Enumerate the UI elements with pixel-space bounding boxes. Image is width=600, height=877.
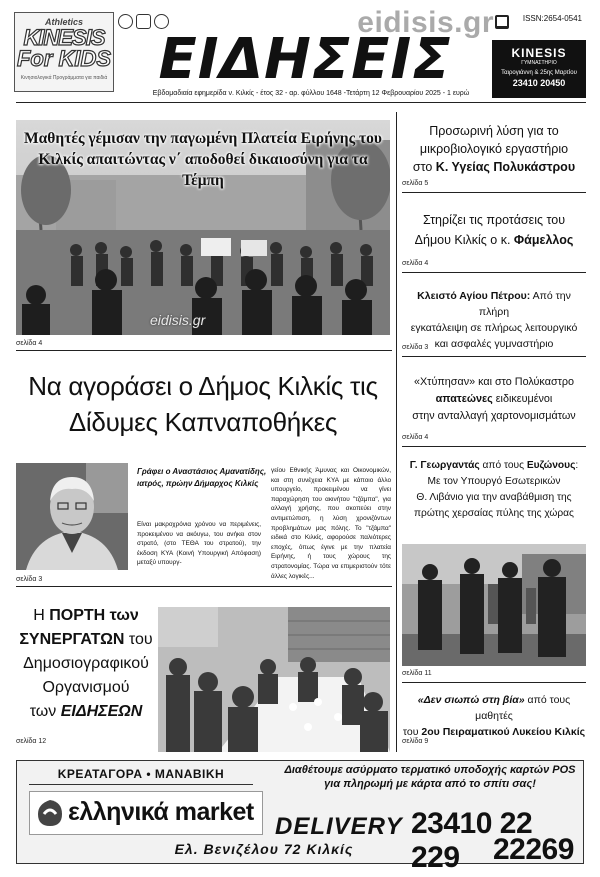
masthead-divider [16,102,586,103]
s1-line1: Προσωρινή λύση για το [429,124,559,138]
s6-line2b: 2ου [421,726,440,738]
author-portrait [16,463,128,570]
kinesis-kids-line3: For KIDS [16,46,112,71]
porti-photo[interactable] [158,607,390,752]
s6-line2c: Πειραματικού Λυκείου Κιλκίς [439,726,586,738]
s4-line1: «Χτύπησαν» και στο Πολύκαστρο [413,376,575,388]
story-agios-petros[interactable] [402,288,586,352]
s5-line1a: Γ. Γεωργαντάς [409,460,480,471]
s1-line3b: Κ. Υγείας Πολυκάστρου [435,160,576,174]
s4-line2a: απατεώνες [435,393,493,405]
market-logo-icon [36,798,64,828]
kinesis-kids-line2: KINESIS [23,25,105,50]
article-column-2: γείου Εθνικής Άμυνας και Οικονομικών, και στη συνέχεια ΚΥΑ με κάποιο άλλο υπουργείο, προκειμένου να γίνει παραχώρηση του ακινήτου "τζάμπα", για αλλαγή χρήσης, που σκοπεύει στην αντιμετώπιση, η λύση χρονιζόντων προβλημάτων μας πόλης. Το "τζάμπα" ειδικά στο Κιλκίς, αφορούσε παλιότερες εποχές, όπως έγινε με την πλατεία Ειρήνης, ή τους χώρους της στρατονομίας. Τώρα να επιμεριστούν τότε άλλες λογικές... [271,467,391,580]
s3-line3: και ασφαλές γυμναστήριο [434,338,554,350]
ad-phone-2[interactable]: 22269 [493,833,574,866]
s5-line1d: : [575,460,579,471]
ad-phone-1[interactable]: 23410 22 229 [411,807,533,874]
s1-line3a: στο [412,160,436,174]
kinesis-kids-small: Κινησιολογικά Προγράμματα για παιδιά [20,75,108,81]
story-famellos[interactable] [402,210,586,250]
market-logo [29,791,263,835]
georgantas-photo[interactable] [402,544,586,666]
s1-line2: μικροβιολογικό εργαστήριο [419,142,569,156]
s5-line3: Θ. Λιβάνιο για την αναβάθμιση της [416,492,572,503]
s2-page-ref: σελίδα 4 [402,260,429,267]
article-page-ref: σελίδα 3 [16,576,43,583]
s2-line2a: Δήμου Κιλκίς ο κ. [414,233,514,247]
kinesis-kids-line1: Athletics [44,17,83,27]
section-divider [402,682,586,683]
porti-l3: Δημοσιογραφικού [23,655,149,672]
s2-line2b: Φάμελλος [513,233,574,247]
s3-line1b: Από την πλήρη [478,290,571,318]
ad-delivery: DELIVERY [275,813,403,840]
lead-headline[interactable]: Μαθητές γέμισαν την παγωμένη Πλατεία Ειρήνης του Κιλκίς απαιτώντας ν΄ αποδοθεί δικαιοσύνη για τα Τέμπη [24,130,382,189]
s3-page-ref: σελίδα 3 [402,344,429,351]
s1-page-ref: σελίδα 5 [402,180,429,187]
column-divider [396,112,397,752]
s5-line1b: από τους [479,460,527,471]
ad-address: Ελ. Βενιζέλου 72 Κιλκίς [174,841,354,857]
story-peiramatiko[interactable] [402,692,586,740]
s6-line1a: «Δεν σιωπώ στη βία» [417,694,525,706]
porti-l2a: ΣΥΝΕΡΓΑΤΩΝ [19,631,125,648]
porti-l5b: ΕΙΔΗΣΕΩΝ [60,703,143,720]
porti-teaser[interactable] [16,604,156,724]
tablet-icon [494,14,510,30]
s4-page-ref: σελίδα 4 [402,434,429,441]
site-name[interactable]: eidisis.gr [357,6,494,39]
ad-pos-text: Διαθέτουμε ασύρματο τερματικό υποδοχής καρτών POS για πληρωμή με κάρτα από το σπίτι σας! [284,764,576,790]
s3-line1a: Κλειστό Αγίου Πέτρου: [417,290,531,302]
s6-page-ref: σελίδα 9 [402,738,429,745]
s5-line1c: Ευζώνους [526,460,576,471]
s5-line4: πρώτης χερσαίας πύλης της χώρας [414,508,574,519]
gym-address: Ταιρογιάννη & 25ης Μαρτίου [501,70,577,76]
porti-l1b: ΠΟΡΤΗ των [49,607,139,624]
s4-line3: στην ανταλλαγή χαρτονομισμάτων [412,410,576,422]
porti-l5a: των [29,703,61,720]
article-column-1: Είναι μακροχρόνια χρόνου να περιμένεις, προκειμένου να ακόυγω, του ανήκει στον στρατό, (στο ΤΕΘΑ του στρατού), την έκδοση ΚΥΑ (Κοινή Υπουργική Απόφαση) μεταξύ υπουργ- [137,521,261,567]
section-divider [402,272,586,273]
story-polykastro-fraud[interactable] [402,374,586,425]
author-photo [16,463,128,570]
kinesis-kids-ad[interactable] [14,12,114,92]
story-georgantas[interactable] [402,458,586,522]
market-name: ελληνικά market [68,798,254,826]
porti-l4: Οργανισμού [42,679,130,696]
section-divider [402,356,586,357]
gym-name: KINESIS [511,46,567,60]
porti-page-ref: σελίδα 12 [16,738,47,745]
s6-line2a: του [402,726,422,738]
section-divider [402,192,586,193]
story-polykastro-lab[interactable] [402,122,586,176]
issn: ISSN:2654-0541 [522,14,582,23]
s5-line2: Με τον Υπουργό Εσωτερικών [427,476,561,487]
porti-l2b: του [124,631,153,648]
s2-line1: Στηρίζει τις προτάσεις του [422,213,566,227]
officials-photo-illustration [402,544,586,666]
porti-l1a: Η [33,607,50,624]
market-ad[interactable] [16,760,584,874]
gym-phone: 23410 20450 [512,78,566,88]
section-divider [402,446,586,447]
kinesis-gym-ad[interactable] [492,40,586,98]
seal-icon [118,14,133,29]
issue-info: Εβδομαδιαία εφημερίδα ν. Κιλκίς - έτος 32 - αρ. φύλλου 1648 -Τετάρτη 12 Φεβρουαρίου 2025 - 1 ευρώ [152,90,470,97]
dinner-photo-illustration [158,607,390,752]
main-headline[interactable]: Να αγοράσει ο Δήμος Κιλκίς τις Δίδυμες Καπναποθήκες [28,371,378,437]
section-divider [16,350,392,351]
section-divider [16,586,392,587]
emblem-icon [136,14,151,29]
lead-page-ref: σελίδα 4 [16,340,43,347]
newspaper-title: ΕΙΔΗΣΕΙΣ [158,27,452,92]
s4-line2b: ειδικευμένοι [492,393,553,405]
ad-title: ΚΡΕΑΤΑΓΟΡΑ • ΜΑΝΑΒΙΚΗ [29,767,253,785]
article-byline: Γράφει ο Αναστάσιος Αμανατίδης, ιατρός, πρώην Δήμαρχος Κιλκίς [137,467,267,488]
s3-line2: εγκατάλειψη σε πλήρως λειτουργικό [410,322,578,334]
s5-page-ref: σελίδα 11 [402,670,432,677]
gym-tag: ΓΥΜΝΑΣΤΗΡΙΟ [521,60,557,66]
photo-watermark: eidisis.gr [150,312,206,328]
s6-line1b: από τους μαθητές [475,694,571,722]
